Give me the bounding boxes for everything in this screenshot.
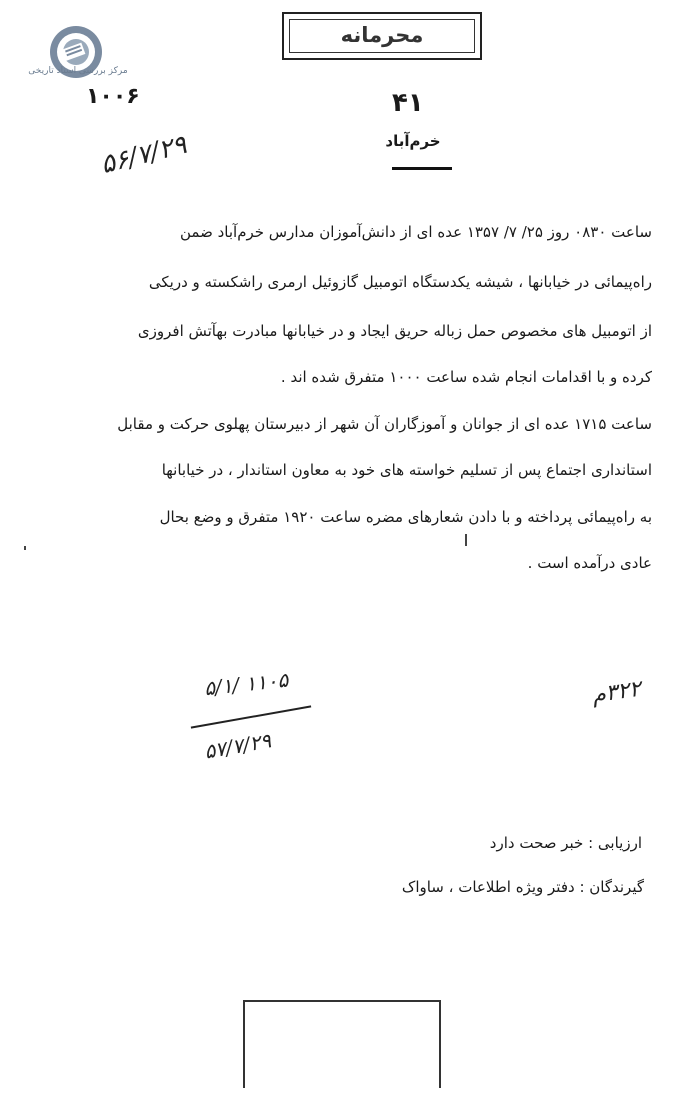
- body-line-1: ساعت ۰۸۳۰ روز ۲۵/ ۷/ ۱۳۵۷ عده ای از دانش‌آموزان مدارس خرم‌آباد ضمن: [180, 223, 652, 241]
- body-line-3: از اتومبیل های مخصوص حمل زباله حریق ایجاد و در خیابانها مبادرت بهآتش افروزی: [137, 322, 652, 340]
- ink-mark: [465, 534, 467, 546]
- page-number: ۴۱: [392, 88, 424, 118]
- evaluation-line: ارزیابی : خبر صحت دارد: [489, 834, 642, 852]
- classification-stamp-text: محرمانه: [340, 23, 424, 47]
- body-line-7: به راه‌پیمائی پرداخته و با دادن شعارهای مضره ساعت ۱۹۲۰ متفرق و وضع بحال: [159, 508, 652, 526]
- document-number: ۱۰۰۶: [86, 84, 140, 109]
- handwritten-annotation-left-1: ۵/۱/ ۱۱۰۵: [202, 667, 290, 701]
- bottom-stamp-frame: [243, 1000, 441, 1088]
- ink-mark: [24, 546, 26, 550]
- handwritten-annotation-right: ۳۲۲م: [590, 676, 643, 709]
- recipients-line: گیرندگان : دفتر ویژه اطلاعات ، ساواک: [401, 878, 644, 896]
- handwritten-underline: [191, 705, 311, 728]
- city-heading: خرم‌آباد: [385, 132, 441, 150]
- body-line-8: عادی درآمده است .: [527, 554, 652, 572]
- city-heading-underline: [392, 167, 452, 170]
- body-line-6: استانداری اجتماع پس از تسلیم خواسته های خود به معاون استاندار ، در خیابانها: [161, 461, 652, 479]
- body-line-5: ساعت ۱۷۱۵ عده ای از جوانان و آموزگاران آن شهر از دبیرستان پهلوی حرکت و مقابل: [117, 415, 652, 433]
- body-line-2: راه‌پیمائی در خیابانها ، شیشه یکدستگاه اتومبیل گازوئیل ارمری راشکسته و دریکی: [148, 273, 652, 291]
- body-line-4: کرده و با اقدامات انجام شده ساعت ۱۰۰۰ متفرق شده اند .: [280, 368, 652, 386]
- handwritten-annotation-left-2: ۵۷/۷/۲۹: [202, 728, 273, 764]
- classification-stamp: [282, 12, 482, 60]
- handwritten-date-top: ۵۶/۷/۲۹: [97, 129, 190, 181]
- archive-logo-caption: مرکز بررسی اسناد تاریخی: [28, 66, 128, 76]
